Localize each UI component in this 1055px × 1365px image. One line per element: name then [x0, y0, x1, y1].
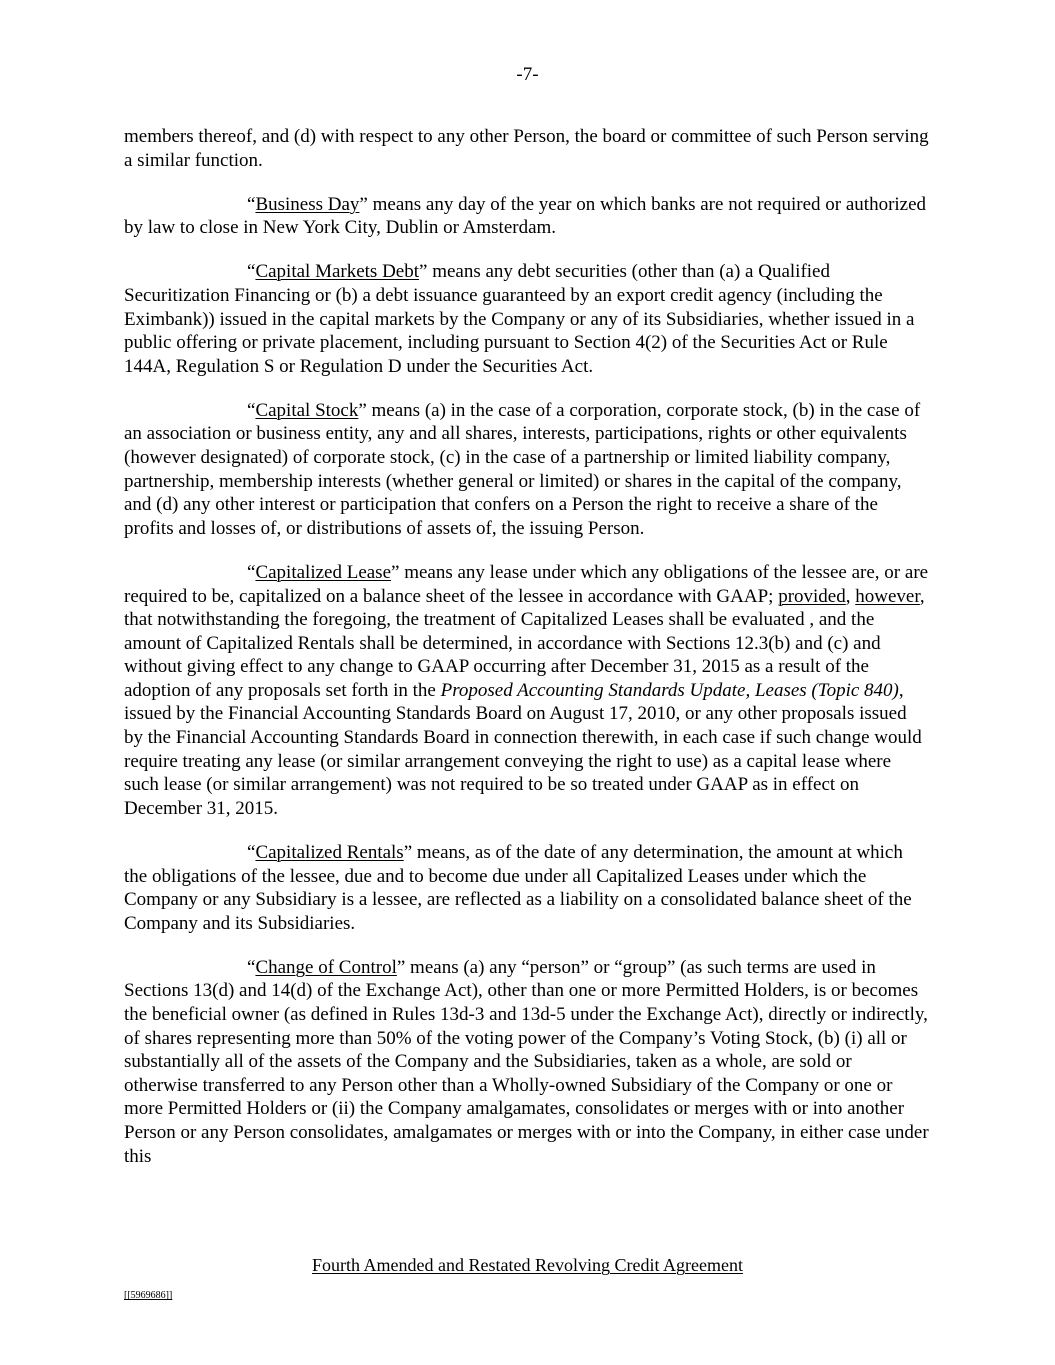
- open-quote: “: [247, 261, 256, 283]
- open-quote: “: [247, 561, 256, 583]
- italic-title: Proposed Accounting Standards Update, Leases (Topic 840): [440, 679, 899, 701]
- defined-term: Capitalized Lease: [255, 561, 392, 583]
- defined-term: Capital Stock: [255, 399, 359, 421]
- open-quote: “: [247, 399, 256, 421]
- footer-agreement-title: Fourth Amended and Restated Revolving Credit Agreement: [312, 1255, 743, 1275]
- definition-capital-stock: [124, 399, 930, 541]
- definition-change-of-control: [124, 956, 930, 1168]
- defined-term: Capitalized Rentals: [255, 841, 404, 863]
- definition-text: ” means (a) any “person” or “group” (as such terms are used in Sections 13(d) and 14(d) of the Exchange Act), other than one or more Permitted Holders, is or becomes the beneficial owner (as defined in Rules 13d-3 and 13d-5 under the Exchange Act), directly or indirectly, of shares representing more than 50% of the voting power of the Company’s Voting Stock, (b) (i) all or substantially all of the assets of the Company and the Subsidiaries, taken as a whole, are sold or otherwise transferred to any Person other than a Wholly-owned Subsidiary of the Company or one or more Permitted Holders or (ii) the Company amalgamates, consolidates or merges with or into another Person or any Person consolidates, amalgamates or merges with or into the Company, in either case under this: [124, 956, 929, 1167]
- open-quote: “: [247, 841, 256, 863]
- definition-text: ” means any day of the year on which banks are not required or authorized by law to close in New York City, Dublin or Amsterdam.: [124, 193, 927, 239]
- definition-capitalized-rentals: [124, 841, 930, 935]
- definition-capital-markets-debt: [124, 260, 930, 378]
- open-quote: “: [247, 193, 256, 215]
- definition-text: ” means, as of the date of any determination, the amount at which the obligations of the lessee, due and to become due under all Capitalized Leases under which the Company or any Subsidiary is a lessee, are reflected as a liability on a consolidated balance sheet of the Company and its Subsidiaries.: [124, 841, 912, 934]
- definition-text-end: , issued by the Financial Accounting Standards Board on August 17, 2010, or any other proposals issued by the Financial Accounting Standards Board in connection therewith, in each case if such change would require treating any lease (or similar arrangement conveying the right to use) as a capital lease where such lease (or similar arrangement) was not required to be so treated under GAAP as in effect on December 31, 2015.: [124, 679, 922, 819]
- defined-term: Change of Control: [255, 956, 397, 978]
- paragraph-text: members thereof, and (d) with respect to any other Person, the board or committee of such Person serving a similar function.: [124, 126, 929, 171]
- defined-term: Business Day: [255, 193, 360, 215]
- definition-text: ” means (a) in the case of a corporation, corporate stock, (b) in the case of an association or business entity, any and all shares, interests, participations, rights or other equivalents (however designated) of corporate stock, (c) in the case of a partnership or limited liability company, partnership, membership interests (whether general or limited) or shares in the capital of the company, and (d) any other interest or participation that confers on a Person the right to receive a share of the profits and losses of, or distributions of assets of, the issuing Person.: [124, 399, 921, 539]
- paragraph-continuation: [124, 125, 930, 172]
- definition-text: ” means any lease under which any obligations of the lessee are, or are required to be, capitalized on a balance sheet of the lessee in accordance with GAAP;: [124, 561, 929, 607]
- comma: ,: [845, 585, 856, 607]
- defined-term: Capital Markets Debt: [255, 261, 420, 283]
- definition-capitalized-lease: [124, 561, 930, 821]
- definition-text-continued: , that notwithstanding the foregoing, the treatment of Capitalized Leases shall be evaluated , and the amount of Capitalized Rentals shall be determined, in accordance with Sections 12.3(b) and (c) and without giving effect to any change to GAAP occurring after December 31, 2015 as a result of the adoption of any proposals set forth in the: [124, 585, 925, 701]
- footer-document-id: [[5969686]]: [124, 1290, 173, 1301]
- however-term: however: [855, 585, 920, 607]
- page-number: -7-: [516, 64, 539, 85]
- provided-term: provided: [778, 585, 846, 607]
- document-body: [124, 125, 930, 1189]
- definition-business-day: [124, 193, 930, 240]
- definition-text: ” means any debt securities (other than (a) a Qualified Securitization Financing or (b) a debt issuance guaranteed by an export credit agency (including the Eximbank)) issued in the capital markets by the Company or any of its Subsidiaries, whether issued in a public offering or private placement, including pursuant to Section 4(2) of the Securities Act or Rule 144A, Regulation S or Regulation D under the Securities Act.: [124, 261, 915, 377]
- open-quote: “: [247, 956, 256, 978]
